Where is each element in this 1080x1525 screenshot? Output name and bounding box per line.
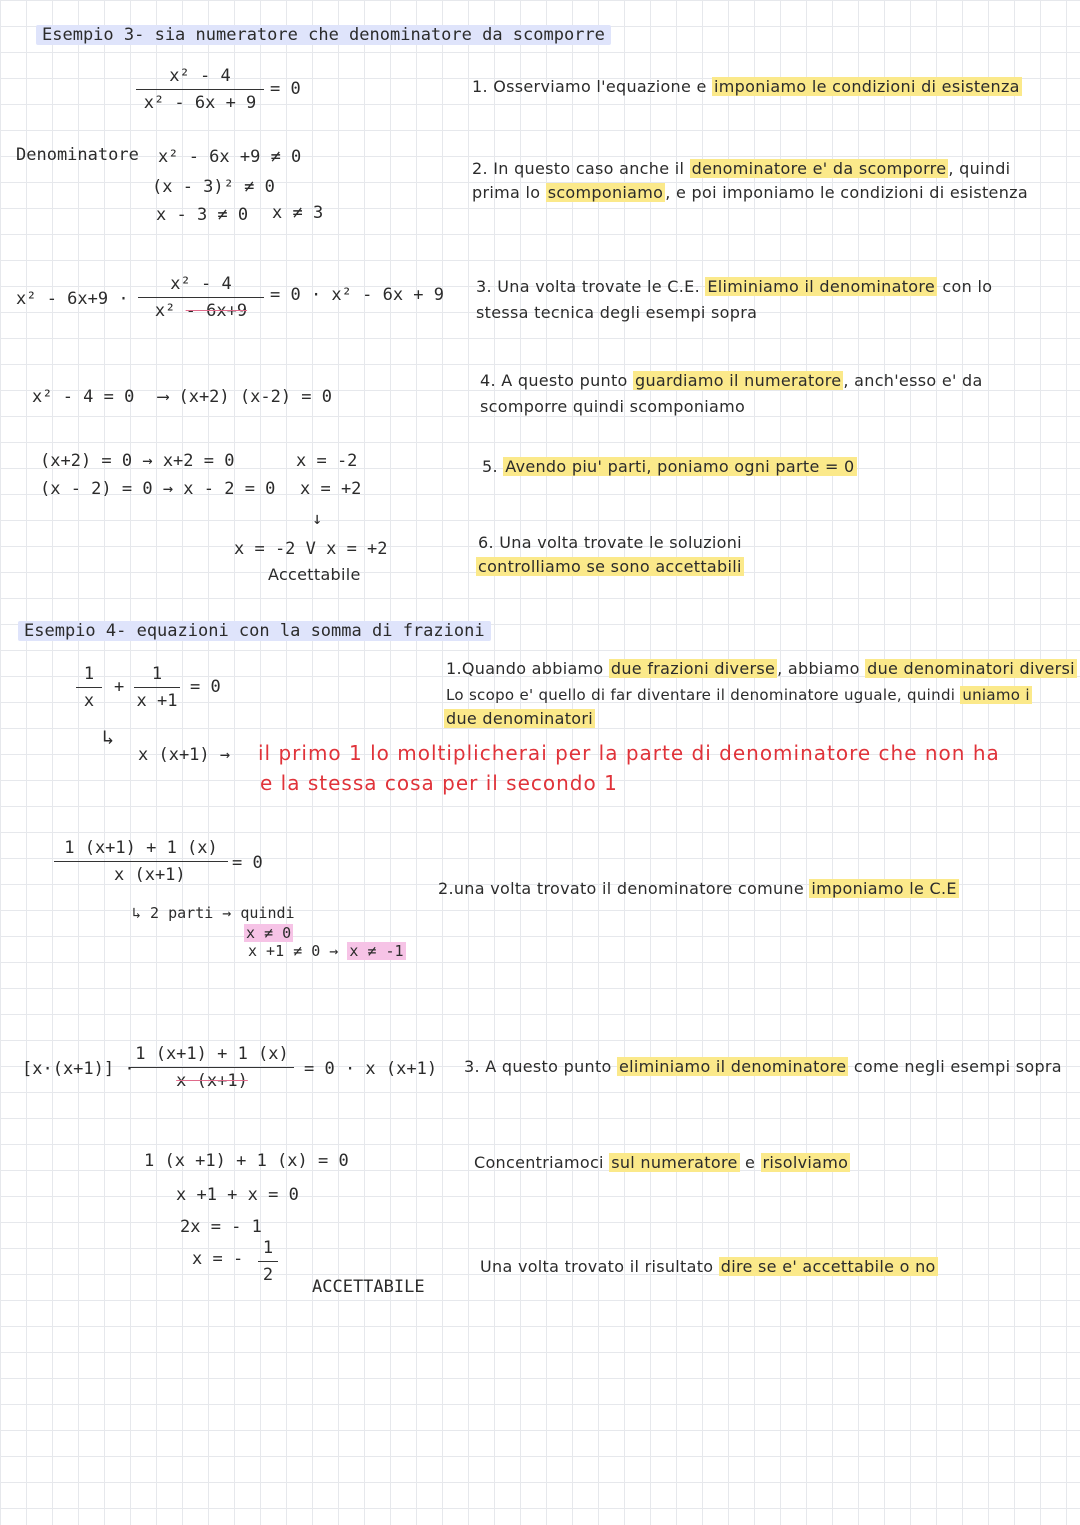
- note-highlight: controlliamo se sono accettabili: [478, 557, 742, 576]
- ex3-final-solution: x = -2 V x = +2: [234, 539, 388, 559]
- note-highlight: dire se e' accettabile o no: [720, 1257, 936, 1276]
- ex4-step3: 2x = - 1: [180, 1217, 262, 1237]
- note-highlight: Eliminiamo il denominatore: [707, 277, 936, 296]
- ex4-note5: [480, 1256, 938, 1278]
- ex3-note4-line1: [480, 370, 983, 392]
- ex4-step1: 1 (x +1) + 1 (x) = 0: [144, 1151, 349, 1171]
- ex4-red-note-line1: il primo 1 lo moltiplicherai per la parte di denominatore che non ha: [258, 741, 1000, 765]
- fraction-bar: [138, 297, 264, 298]
- note-highlight: due frazioni diverse: [610, 659, 776, 678]
- ex3-den-line3b: x ≠ 3: [272, 203, 324, 223]
- note-text: , e poi imponiamo le condizioni di esistenza: [665, 183, 1028, 202]
- ex3-note1: [472, 76, 1022, 98]
- ex3-denominator-label: Denominatore: [16, 145, 139, 165]
- ex4-sum-denominator: x (x+1): [114, 865, 186, 885]
- note-highlight: risolviamo: [762, 1153, 849, 1172]
- ex4-two-parts: ↳ 2 parti → quindi: [132, 904, 295, 922]
- example4-title-text: Esempio 4- equazioni con la somma di frazioni: [18, 621, 491, 641]
- ex4-fraction1: [76, 664, 102, 711]
- ex4-ce2: [248, 940, 406, 962]
- ex3-eq-numerator: x² - 4: [169, 66, 231, 86]
- ex3-den-line3: x - 3 ≠ 0: [156, 205, 249, 225]
- ex3-note6-line1: 6. Una volta trovate le soluzioni: [478, 533, 742, 552]
- fraction-bar: [76, 687, 102, 688]
- ex4-common-denominator: x (x+1) →: [138, 745, 231, 765]
- ex4-eq-rhs: = 0: [190, 677, 221, 697]
- ex4-step4-fraction: [258, 1238, 278, 1285]
- ex4-elim-numerator: 1 (x+1) + 1 (x): [135, 1044, 289, 1064]
- note-text: , quindi: [948, 159, 1011, 178]
- ex3-den-line1: x² - 6x +9 ≠ 0: [158, 147, 302, 167]
- example3-title: [36, 24, 611, 46]
- ce-highlight: x ≠ -1: [349, 942, 404, 960]
- ex4-elim-rhs: = 0 · x (x+1): [304, 1059, 438, 1079]
- ex3-note5: [482, 456, 857, 478]
- note-text: 1. Osserviamo l'equazione e: [472, 77, 713, 96]
- ex3-solution-line2b: x = +2: [300, 479, 362, 499]
- ex4-note1-line1: [446, 658, 1077, 680]
- ex4-red-note-line2: e la stessa cosa per il secondo 1: [260, 771, 618, 795]
- note-text: come negli esempi sopra: [848, 1057, 1062, 1076]
- ex3-mult-fraction: [138, 274, 264, 321]
- ex4-note1-line2: [446, 684, 1032, 706]
- fraction-bar: [54, 861, 228, 862]
- ex4-plus: +: [114, 677, 125, 697]
- note-highlight: eliminiamo il denominatore: [619, 1057, 847, 1076]
- ex3-mult-den-a: x²: [154, 301, 176, 321]
- ex3-mult-denominator: [155, 301, 247, 321]
- ex3-den-line2: (x - 3)² ≠ 0: [152, 177, 275, 197]
- note-text: , abbiamo: [777, 659, 866, 678]
- ex4-note2: [438, 878, 959, 900]
- ex4-fraction2: [134, 664, 180, 711]
- ex3-solution-line1b: x = -2: [296, 451, 358, 471]
- note-highlight: scomponiamo: [547, 183, 664, 202]
- ex4-step4: x = -: [192, 1249, 244, 1269]
- note-highlight: sul numeratore: [611, 1153, 738, 1172]
- note-text: prima lo: [472, 183, 546, 202]
- note-text: 1.Quando abbiamo: [446, 659, 609, 678]
- note-text: con lo: [937, 277, 993, 296]
- ex3-note2-line2: [472, 182, 1028, 204]
- ex3-note4-line2: scomporre quindi scomponiamo: [480, 397, 746, 416]
- ex3-mult-left: [16, 288, 129, 310]
- ex4-step2: x +1 + x = 0: [176, 1185, 299, 1205]
- ex4-elim-left: [x·(x+1)] ·: [22, 1059, 135, 1079]
- ex4-f1-denominator: x: [83, 691, 95, 711]
- fraction-bar: [134, 687, 180, 688]
- note-text: 5.: [482, 457, 504, 476]
- ex3-eq-rhs: = 0: [270, 79, 301, 99]
- ex3-note6-line2: [476, 556, 744, 578]
- note-highlight: guardiamo il numeratore: [635, 371, 842, 390]
- ex3-mult-left-text: x² - 6x+9 ·: [16, 289, 129, 309]
- fraction-bar: [136, 89, 264, 90]
- note-text: 3. Una volta trovate le C.E.: [476, 277, 706, 296]
- ex4-step4-denominator: 2: [262, 1265, 274, 1285]
- note-highlight: denominatore e' da scomporre: [691, 159, 947, 178]
- ex4-note1-line3: [444, 708, 595, 730]
- note-text: Lo scopo e' quello di far diventare il denominatore uguale, quindi: [446, 686, 961, 704]
- ex4-note4: [474, 1152, 850, 1174]
- ex3-note2-line1: [472, 158, 1010, 180]
- ce-highlight: x ≠ 0: [246, 924, 292, 942]
- ex3-factor-a: x² - 4 = 0: [32, 387, 135, 407]
- ex3-note3-line2: stessa tecnica degli esempi sopra: [476, 303, 758, 322]
- note-text: 2.una volta trovato il denominatore comune: [438, 879, 810, 898]
- note-highlight: imponiamo le condizioni di esistenza: [714, 77, 1020, 96]
- ce-text: x +1 ≠ 0 →: [248, 942, 339, 960]
- ex3-equation-fraction: [136, 66, 264, 113]
- fraction-bar: [130, 1067, 294, 1068]
- note-highlight: due denominatori: [446, 709, 594, 728]
- ex3-accettabile: Accettabile: [268, 565, 361, 584]
- example4-title: [18, 620, 491, 642]
- ex4-step4-numerator: 1: [262, 1238, 274, 1258]
- ex3-mult-rhs: = 0 · x² - 6x + 9: [270, 285, 444, 305]
- ex4-elim-denominator: x (x+1): [176, 1071, 248, 1091]
- ex3-factor-b: ⟶ (x+2) (x-2) = 0: [158, 387, 332, 407]
- ex3-mult-numerator: x² - 4: [170, 274, 232, 294]
- ex4-f2-numerator: 1: [151, 664, 163, 684]
- note-highlight: Avendo piu' parti, poniamo ogni parte = 0: [505, 457, 855, 476]
- note-text: e: [739, 1153, 761, 1172]
- note-text: Una volta trovato il risultato: [480, 1257, 719, 1276]
- note-text: 2. In questo caso anche il: [472, 159, 690, 178]
- note-highlight: due denominatori diversi: [867, 659, 1075, 678]
- ex4-sum-fraction: [54, 838, 228, 885]
- note-text: Concentriamoci: [474, 1153, 610, 1172]
- ex4-f2-denominator: x +1: [136, 691, 178, 711]
- note-text: 3. A questo punto: [464, 1057, 617, 1076]
- ex3-solution-line1: (x+2) = 0 → x+2 = 0: [40, 451, 235, 471]
- note-highlight: uniamo i: [962, 686, 1030, 704]
- note-highlight: imponiamo le C.E: [811, 879, 957, 898]
- ex3-eq-denominator: x² - 6x + 9: [143, 93, 257, 113]
- ex4-hook-arrow: ↳: [102, 725, 115, 749]
- ex4-f1-numerator: 1: [83, 664, 95, 684]
- ex4-elim-fraction: [130, 1044, 294, 1091]
- example3-title-text: Esempio 3- sia numeratore che denominatore da scomporre: [36, 25, 611, 45]
- ex4-accettabile: ACCETTABILE: [312, 1277, 425, 1297]
- note-text: 4. A questo punto: [480, 371, 633, 390]
- ex3-solution-line2: (x - 2) = 0 → x - 2 = 0: [40, 479, 276, 499]
- ex3-note3-line1: [476, 276, 992, 298]
- note-text: , anch'esso e' da: [843, 371, 983, 390]
- ex4-note3: [464, 1056, 1062, 1078]
- ex4-sum-rhs: = 0: [232, 853, 263, 873]
- ex3-mult-den-b: - 6x+9: [185, 301, 248, 321]
- ex3-down-arrow: ↓: [312, 509, 323, 529]
- fraction-bar: [258, 1261, 278, 1262]
- ex4-sum-numerator: 1 (x+1) + 1 (x): [64, 838, 218, 858]
